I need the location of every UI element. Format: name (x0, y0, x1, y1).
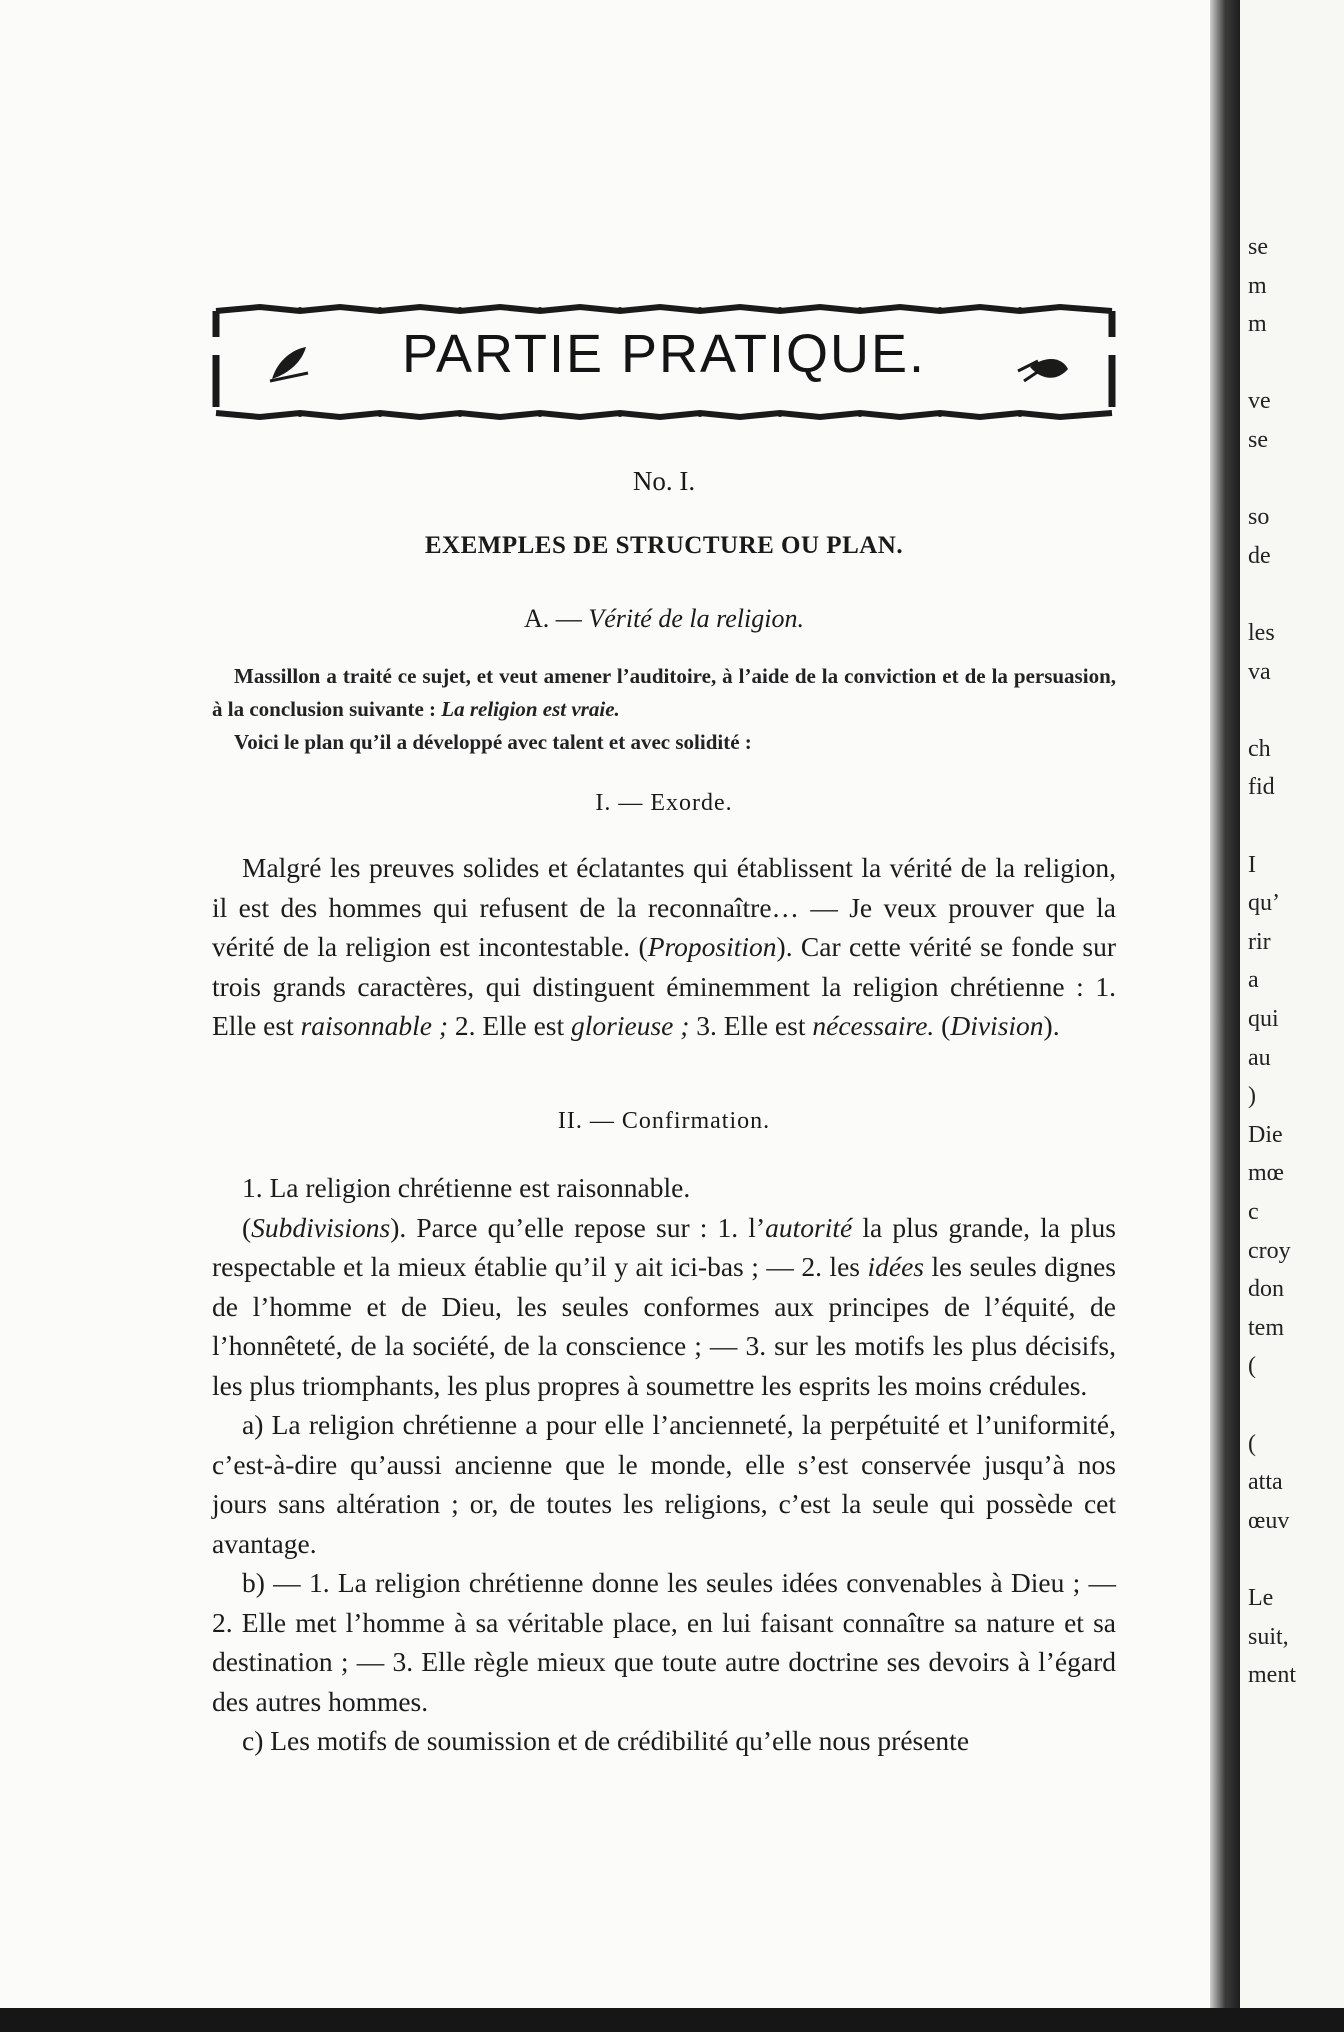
right-page-fragment: ( (1248, 1430, 1256, 1457)
paragraph: b) — 1. La religion chrétienne donne les seules idées convenables à Dieu ; — 2. Elle met l’homme à sa véritable place, en lui faisant connaître sa nature et sa destination ; — 3. Elle règle mieux que toute autre doctrine ses devoirs à l’égard des autres hommes. (212, 1567, 1116, 1717)
right-page-fragment: tem (1248, 1314, 1284, 1341)
right-page-fragment: suit, (1248, 1623, 1289, 1650)
right-page-fragment: m (1248, 272, 1267, 299)
intro-conclusion: La religion est vraie. (441, 697, 620, 721)
section-number: No. I. (632, 466, 696, 496)
paragraph: (Subdivisions). Parce qu’elle repose sur : 1. l’autorité la plus grande, la plus respectable et la mieux établie qu’il y ait ici-bas ; — 2. les idées les seules dignes de l’homme et de Dieu, les seules conformes aux principes de l’équité, de l’honnêteté, de la société, de la conscience ; — 3. sur les motifs les plus décisifs, les plus triomphants, les plus propres à soumettre les esprits les moins crédules. (212, 1211, 1116, 1401)
right-page-fragment: se (1248, 234, 1268, 260)
right-page (1240, 0, 1344, 2008)
subheading (212, 604, 1116, 634)
right-page-fragment: ve (1248, 388, 1271, 415)
right-page-fragment: de (1248, 542, 1271, 569)
paragraph: c) Les motifs de soumission et de crédibilité qu’elle nous présente (242, 1725, 970, 1756)
right-page-fragment: ment (1248, 1662, 1296, 1689)
section-title-confirmation: II. — Confirmation. (557, 1108, 771, 1134)
right-page-fragment: ( (1248, 1353, 1256, 1380)
intro-block (212, 660, 1116, 759)
intro-paragraph: Voici le plan qu’il a développé avec talent et avec solidité : (234, 730, 752, 754)
paragraph: 1. La religion chrétienne est raisonnable. (242, 1172, 691, 1203)
right-page-fragment: va (1248, 658, 1271, 685)
page-heading: EXEMPLES DE STRUCTURE OU PLAN. (424, 532, 904, 559)
intro-text: Massillon a traité ce sujet, et veut amener l’auditoire, à l’aide de la conviction et de la persuasion, à la conclusion suivante : (212, 664, 1116, 721)
right-page-fragment: se (1248, 427, 1268, 453)
right-page-fragment: ch (1248, 735, 1271, 762)
title-banner (212, 297, 1116, 427)
exorde-paragraph: Malgré les preuves solides et éclatantes qui établissent la vérité de la religion, il est des hommes qui refusent de la reconnaître… — Je veux prouver que la vérité de la religion est incontestable. (Proposition). Car cette vérité se fonde sur trois grands caractères, qui distinguent éminemment la religion chrétienne : 1. Elle est raisonnable ; 2. Elle est glorieuse ; 3. Elle est nécessaire. (Division). (212, 852, 1116, 1041)
right-page-fragment: au (1248, 1044, 1271, 1071)
confirmation-block (212, 1168, 1116, 1761)
right-page-fragment: qui (1248, 1006, 1279, 1032)
right-page-fragment: m (1248, 311, 1267, 338)
right-page-fragment: Le (1248, 1585, 1274, 1611)
subheading-title: Vérité de la religion. (588, 604, 804, 633)
right-page-fragment: atta (1248, 1469, 1283, 1496)
paragraph: a) La religion chrétienne a pour elle l’ancienneté, la perpétuité et l’uniformité, c’est-à-dire qu’aussi ancienne que le monde, elle s’est conservée jusqu’à nos jours sans altération ; or, de toutes les religions, c’est la seule qui possède cet avantage. (212, 1409, 1116, 1559)
right-page-fragment: I (1248, 851, 1256, 878)
right-page-fragment: qu’ (1248, 890, 1280, 917)
right-page-fragment: a (1248, 967, 1259, 994)
right-page-fragment: don (1248, 1276, 1284, 1303)
right-page-fragment: ) (1248, 1083, 1256, 1110)
section-title-exorde: I. — Exorde. (595, 790, 733, 816)
right-page-fragment: rir (1248, 928, 1271, 955)
subheading-prefix: A. — (524, 604, 589, 633)
right-page-fragment: les (1248, 620, 1275, 646)
banner-title: PARTIE PRATIQUE. (401, 324, 927, 384)
right-page-fragment: so (1248, 504, 1270, 531)
intro-paragraph (212, 660, 1116, 726)
scan-edge (0, 2008, 1344, 2032)
right-page-fragment: croy (1248, 1237, 1291, 1264)
right-page-fragment: mœ (1248, 1160, 1284, 1187)
right-page-fragment: fid (1248, 774, 1275, 801)
right-page-fragment: œuv (1248, 1507, 1290, 1534)
right-page-fragment: c (1248, 1199, 1259, 1225)
right-page-fragment: Die (1248, 1121, 1283, 1148)
